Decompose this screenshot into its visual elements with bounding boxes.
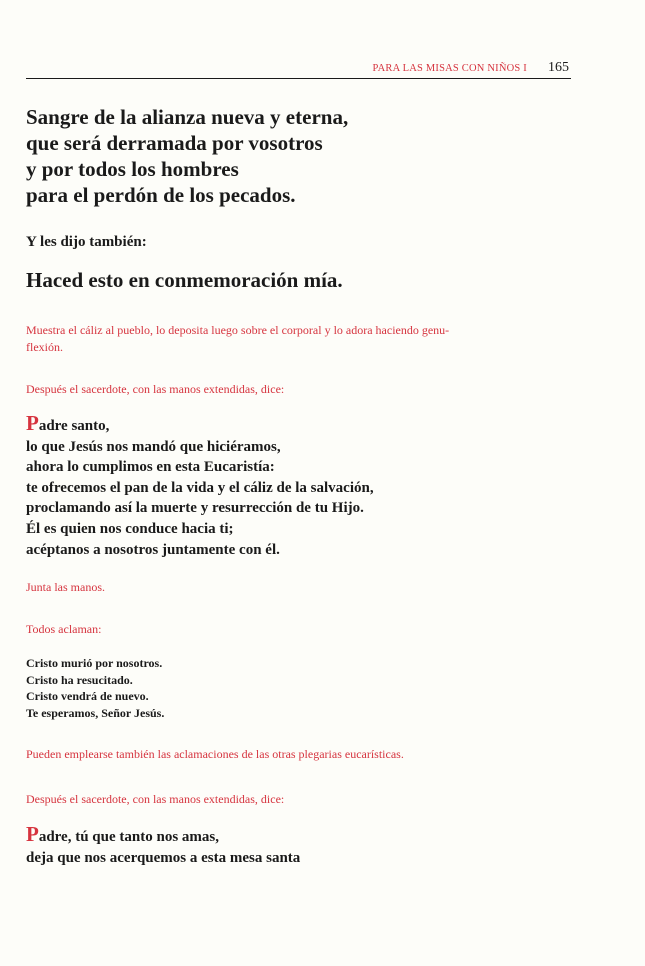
rubric-show-chalice — [26, 322, 586, 356]
page-body — [26, 104, 586, 868]
acclamation-line: Cristo ha resucitado. — [26, 672, 133, 687]
acclamation-line: Te esperamos, Señor Jesús. — [26, 705, 165, 720]
prayer-line: proclamando así la muerte y resurrección de tu Hijo. — [26, 500, 364, 517]
consecration-line: para el perdón de los pecados. — [26, 183, 296, 207]
prayer-line: te ofrecemos el pan de la vida y el cáliz de la salvación, — [26, 479, 374, 496]
rubric-priest-says: Después el sacerdote, con las manos extendidas, dice: — [26, 382, 285, 396]
prayer-first-line — [26, 413, 586, 437]
rubric-line: Muestra el cáliz al pueblo, lo deposita luego sobre el corporal y lo adora haciendo genu- — [26, 323, 450, 337]
rubric-join-hands: Junta las manos. — [26, 580, 105, 595]
prayer-padre-santo — [26, 413, 586, 560]
page-number: 165 — [548, 60, 569, 75]
rubric-other-acclamations: Pueden emplearse también las aclamaciones de las otras plegarias eucarísticas. — [26, 747, 404, 762]
drop-cap: P — [26, 411, 39, 435]
narration-text: Y les dijo también: — [26, 234, 147, 250]
running-title: PARA LAS MISAS CON NIÑOS I — [372, 63, 527, 74]
rubric-line: flexión. — [26, 340, 63, 354]
consecration-line: y por todos los hombres — [26, 157, 239, 181]
prayer-line: Él es quien nos conduce hacia ti; — [26, 520, 234, 537]
prayer-line: lo que Jesús nos mandó que hiciéramos, — [26, 438, 281, 455]
page-header — [26, 62, 571, 79]
drop-cap: P — [26, 822, 39, 847]
prayer-first-line-text: adre santo, — [38, 418, 110, 434]
prayer-first-line — [26, 824, 586, 848]
acclamation-line: Cristo murió por nosotros. — [26, 656, 163, 671]
acclamation-line: Cristo vendrá de nuevo. — [26, 689, 149, 704]
consecration-line: que será derramada por vosotros — [26, 131, 323, 155]
prayer-line: acéptanos a nosotros juntamente con él. — [26, 541, 280, 558]
prayer-first-line-text: adre, tú que tanto nos amas, — [38, 829, 219, 846]
prayer-padre-tu — [26, 824, 586, 868]
command-text: Haced esto en conmemoración mía. — [26, 268, 343, 292]
consecration-text — [26, 104, 586, 208]
acclamation-text — [26, 655, 586, 721]
consecration-line: Sangre de la alianza nueva y eterna, — [26, 105, 349, 129]
prayer-line: ahora lo cumplimos en esta Eucaristía: — [26, 459, 275, 476]
prayer-line: deja que nos acerquemos a esta mesa santa — [26, 849, 301, 866]
rubric-priest-says-2: Después el sacerdote, con las manos extendidas, dice: — [26, 792, 285, 807]
rubric-all-acclaim: Todos aclaman: — [26, 622, 102, 637]
